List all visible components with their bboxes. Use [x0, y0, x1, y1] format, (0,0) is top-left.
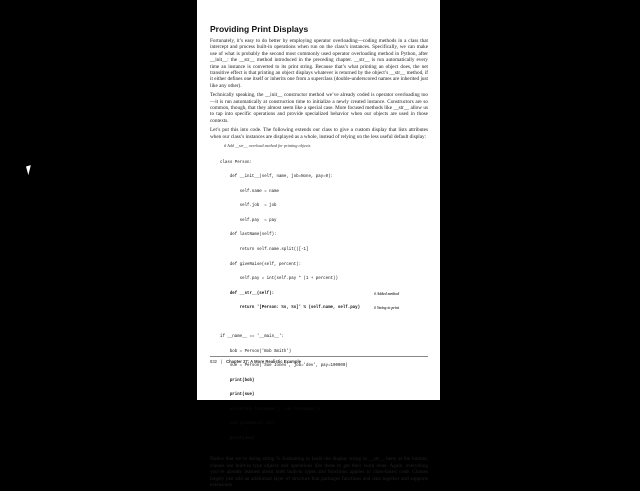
code-line: print(sue)	[220, 436, 255, 441]
code-line-text: return '[Person: %s, %s]' % (self.name, self.pay)	[220, 306, 361, 311]
code-line: sue = Person('Sue Jones', job='dev', pay=100000)	[220, 364, 348, 369]
page-content	[210, 24, 428, 491]
code-line: self.job = job	[220, 204, 277, 209]
code-line: self.pay = int(self.pay * (1 + percent))	[220, 277, 338, 282]
page-footer	[210, 356, 428, 364]
code-line: self.pay = pay	[220, 218, 277, 223]
code-line-text: def __str__(self):	[220, 291, 275, 296]
code-line: return self.name.split()[-1]	[220, 247, 309, 252]
code-line: print(sue)	[220, 393, 255, 398]
mouse-cursor-icon	[26, 164, 38, 175]
closing-paragraph: Notice that we’re doing string % formatting to build the display string in __str__ here; at the bottom, classes use built-in type objects and operations like these to get their work done. Again, everything you’ve already learned about both built-in types and functions applies to class-based code. Classes largely just add an additional layer of structure that packages functions and data together and supports extensions.	[210, 456, 428, 489]
code-line: sue.giveRaise(.10)	[220, 422, 275, 427]
code-line-highlight	[220, 292, 428, 297]
code-comment-string: # String to print	[374, 306, 400, 311]
book-page	[197, 0, 440, 489]
code-line: if __name__ == '__main__':	[220, 335, 284, 340]
code-line: self.name = name	[220, 189, 279, 194]
section-title: Providing Print Displays	[210, 24, 309, 34]
code-line: class Person:	[220, 160, 252, 165]
footer-separator: |	[221, 359, 223, 364]
code-comment-added: # Added method	[374, 291, 400, 296]
chapter-title: Chapter 27: A More Realistic Example	[226, 359, 301, 364]
code-line: def giveRaise(self, percent):	[220, 262, 302, 267]
code-line: def lastName(self):	[220, 233, 277, 238]
code-line: print(bob)	[220, 378, 255, 383]
paragraph-3: Let’s put this into code. The following extends our class to give a custom display that lists attributes when our class’s instances are displayed as a whole, instead of relying on the less useful default display:	[210, 127, 428, 140]
code-caption: # Add __str__ overload method for printing objects	[224, 143, 311, 149]
code-line: print(bob.lastName(), sue.lastName())	[220, 407, 321, 412]
code-line-highlight	[220, 306, 428, 311]
code-block	[220, 151, 428, 451]
page-number: 832	[210, 359, 217, 364]
code-line-blank	[220, 321, 428, 326]
code-line: def __init__(self, name, job=None, pay=0):	[220, 175, 334, 180]
paragraph-2: Technically speaking, the __init__ constructor method we’ve already coded is operator overloading too—it is run automatically at construction time to initialize a newly created instance. Constructors are so common, though, that they almost seem like a special case. More focused methods like __str__ allow us to tap into specific operations and provide specialized behavior when our objects are used in those contexts.	[210, 92, 428, 124]
code-line: bob = Person('Bob Smith')	[220, 349, 292, 354]
paragraph-1: Fortunately, it’s easy to do better by employing operator overloading—coding methods in a class that intercept and process built-in operations when run on the class’s instances. Specifically, we can make use of what is probably the second most commonly used operator overloading method in Python, after __init__: the __str__ method introduced in the preceding chapter. __str__ is run automatically every time an instance is converted to its print string. Because that’s what printing an object does, the net transitive effect is that printing an object displays whatever is returned by the object’s __str__ method, if it either defines one itself or inherits one from a superclass (double-underscored names are inherited just like any other).	[210, 38, 428, 89]
